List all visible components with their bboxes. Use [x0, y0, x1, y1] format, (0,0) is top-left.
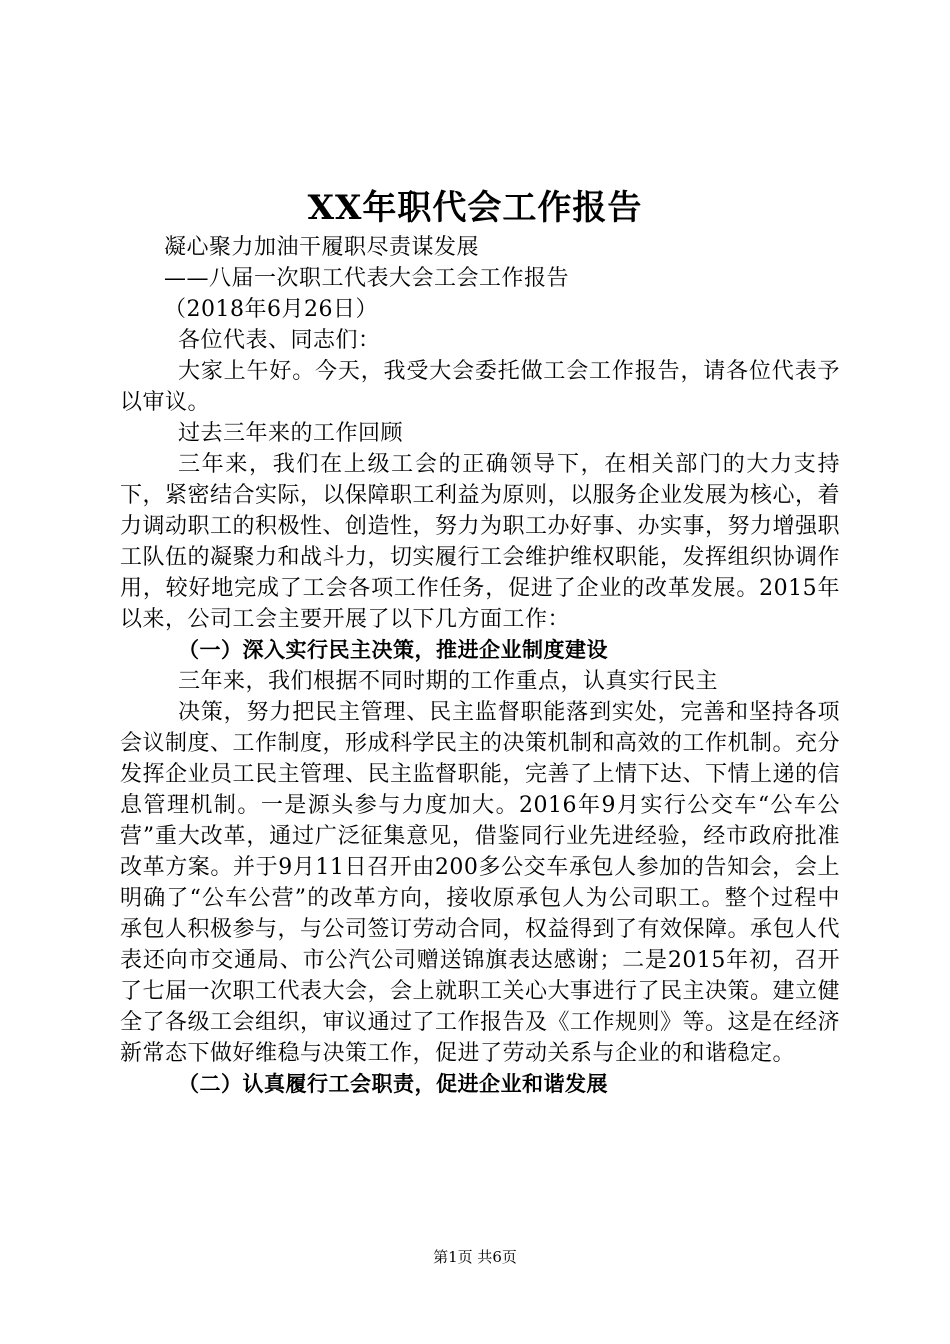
document-body [120, 232, 840, 1100]
subtitle-slogan: 凝心聚力加油干履职尽责谋发展 [164, 235, 480, 260]
subsection-heading-2: （二）认真履行工会职责，促进企业和谐发展 [178, 1072, 608, 1096]
subtitle-report-name: ——八届一次职工代表大会工会工作报告 [164, 266, 570, 291]
subsection-1-body: 决策，努力把民主管理、民主监督职能落到实处，完善和坚持各项会议制度、工作制度，形成科学民主的决策机制和高效的工作机制。充分发挥企业员工民主管理、民主监督职能，完善了上情下达、下情上递的信息管理机制。一是源头参与力度加大。2016年9月实行公交车“公车公营”重大改革，通过广泛征集意见，借鉴同行业先进经验，经市政府批准改革方案。并于9月11日召开由200多公交车承包人参加的告知会，会上明确了“公车公营”的改革方向，接收原承包人为公司职工。整个过程中承包人积极参与，与公司签订劳动合同，权益得到了有效保障。承包人代表还向市交通局、市公汽公司赠送锦旗表达感谢；二是2015年初，召开了七届一次职工代表大会，会上就职工关心大事进行了民主决策。建立健全了各级工会组织，审议通过了工作报告及《工作规则》等。这是在经济新常态下做好维稳与决策工作，促进了劳动关系与企业的和谐稳定。 [120, 700, 841, 1066]
section-heading-review: 过去三年来的工作回顾 [178, 421, 404, 446]
subsection-heading-1: （一）深入实行民主决策，推进企业制度建设 [178, 638, 608, 662]
salutation: 各位代表、同志们： [178, 328, 381, 353]
page-number-footer: 第1页 共6页 [433, 1248, 517, 1266]
document-title: XX年职代会工作报告 [307, 188, 643, 228]
subsection-1-intro: 三年来，我们根据不同时期的工作重点，认真实行民主 [178, 669, 719, 694]
review-paragraph: 三年来，我们在上级工会的正确领导下，在相关部门的大力支持下，紧密结合实际，以保障职工利益为原则，以服务企业发展为核心，着力调动职工的积极性、创造性，努力为职工办好事、办实事，努力增强职工队伍的凝聚力和战斗力，切实履行工会维护维权职能，发挥组织协调作用，较好地完成了工会各项工作任务，促进了企业的改革发展。2015年以来，公司工会主要开展了以下几方面工作： [120, 452, 841, 632]
opening-paragraph: 大家上午好。今天，我受大会委托做工会工作报告，请各位代表予以审议。 [120, 359, 840, 415]
report-date: （2018年6月26日） [164, 297, 378, 322]
